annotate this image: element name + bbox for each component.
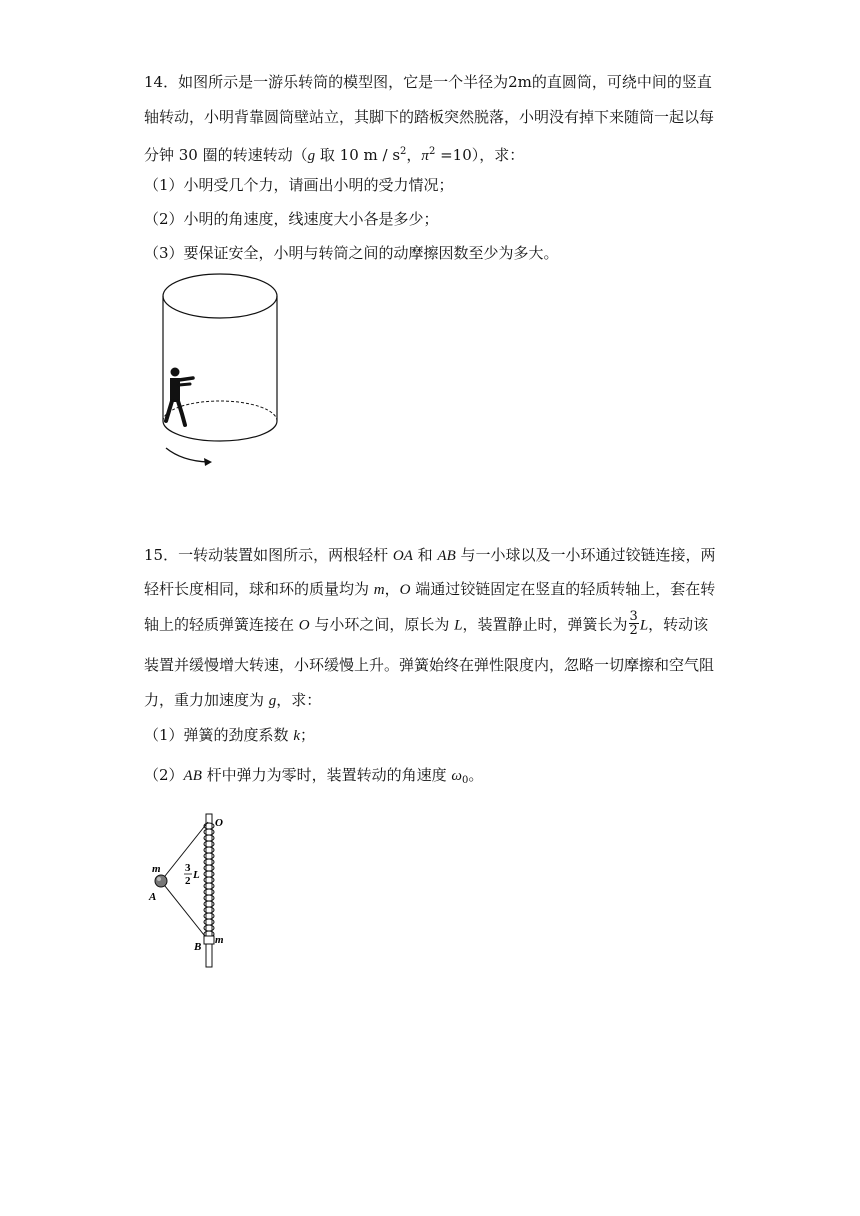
cylinder-top-ellipse	[163, 274, 277, 318]
q15-line-1: 15．一转动装置如图所示，两根轻杆 OA 和 AB 与一小球以及一小环通过铰链连接，两	[144, 546, 716, 564]
rotating-device-figure	[142, 812, 242, 972]
label-A: A	[149, 891, 157, 903]
q14-line-2: 轴转动，小明背靠圆筒壁站立，其脚下的踏板突然脱落，小明没有掉下来随筒一起以每	[144, 108, 715, 126]
q15-line-4: 装置并缓慢增大转速，小环缓慢上升。弹簧始终在弹性限度内，忽略一切摩擦和空气阻	[144, 656, 715, 674]
arrow-head-icon	[204, 458, 212, 466]
cylinder-bottom-front	[163, 421, 277, 441]
q14-line-1: 14．如图所示是一游乐转筒的模型图，它是一个半径为2m的直圆筒，可绕中间的竖直	[144, 73, 712, 91]
label-O: O	[215, 817, 223, 829]
q15-line-2: 轻杆长度相同，球和环的质量均为 m，O 端通过铰链固定在竖直的轻质转轴上，套在转	[144, 580, 716, 598]
q15-line-3: 轴上的轻质弹簧连接在 O 与小环之间，原长为 L，装置静止时，弹簧长为 $\frac{3}{2}$ L，转动该	[144, 609, 709, 638]
rod-AB	[161, 881, 208, 940]
q14-subquestion-3: （3）要保证安全，小明与转筒之间的动摩擦因数至少为多大。	[144, 244, 559, 262]
q15-subquestion-1: （1）弹簧的劲度系数 k；	[144, 726, 315, 744]
label-B: B	[194, 941, 202, 953]
small-ring	[204, 936, 214, 944]
q14-subquestion-1: （1）小明受几个力，请画出小明的受力情况；	[144, 176, 454, 194]
q15-line-5: 力，重力加速度为 g，求：	[144, 691, 322, 709]
q14-line-3: 分钟 30 圈的转速转动（g 取 10 m / $s^2$，$\pi^2 =10$），求：	[144, 146, 525, 164]
label-L: L	[193, 869, 200, 881]
label-m-ball: m	[152, 863, 161, 875]
rotating-cylinder-figure	[150, 268, 290, 473]
rotation-direction-arrow	[166, 448, 208, 462]
label-m-ring: m	[215, 934, 224, 946]
ball-A	[155, 875, 167, 887]
label-frac-num: 3	[185, 862, 191, 874]
label-frac-den: 2	[185, 875, 191, 887]
q14-subquestion-2: （2）小明的角速度，线速度大小各是多少；	[144, 210, 439, 228]
fraction-three-halves: $\frac{3}{2}$	[629, 609, 638, 638]
q15-subquestion-2: （2）AB 杆中弹力为零时，装置转动的角速度 $\omega_0$。	[144, 766, 484, 786]
person-silhouette-icon	[166, 368, 193, 426]
